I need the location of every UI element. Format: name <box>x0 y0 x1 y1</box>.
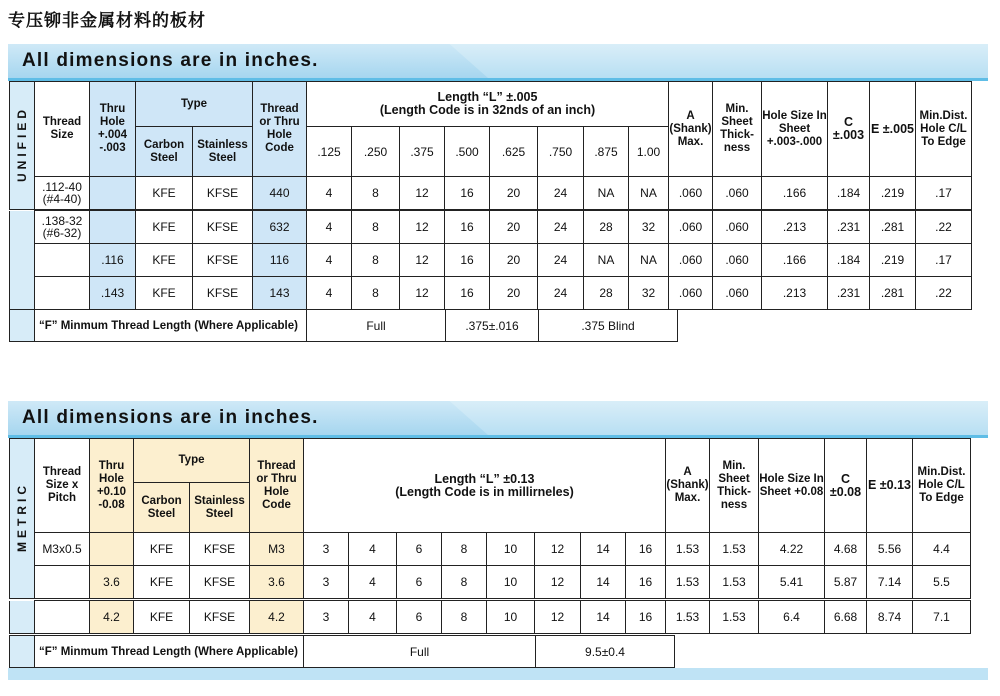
metric-header-text: All dimensions are in inches. <box>22 407 319 428</box>
col-thread-code: Thread or Thru Hole Code <box>253 82 307 177</box>
cell-code: M3 <box>250 533 304 566</box>
cell-length: 28 <box>584 277 629 310</box>
cell-a: .060 <box>669 177 713 210</box>
cell-length: 8 <box>352 211 400 244</box>
cell-length: 8 <box>442 566 487 599</box>
col-a: A (Shank) Max. <box>666 439 710 533</box>
length-label: Length “L” ±0.13 <box>434 471 535 486</box>
cell-hole-size: .213 <box>762 211 828 244</box>
col-type: Type <box>136 82 253 127</box>
metric-table-body <box>9 600 971 634</box>
cell-e: .219 <box>870 177 916 210</box>
unified-table-body <box>9 210 972 310</box>
cell-carbon: KFE <box>136 277 193 310</box>
cell-length: 8 <box>352 277 400 310</box>
cell-e: .219 <box>870 244 916 277</box>
col-type: Type <box>134 439 250 483</box>
length-col: .625 <box>490 127 538 177</box>
cell-length: 4 <box>349 533 397 566</box>
page-title: 专压铆非金属材料的板材 <box>8 11 206 31</box>
cell-length: 4 <box>307 244 352 277</box>
cell-e: .281 <box>870 211 916 244</box>
cell-c: .184 <box>828 177 870 210</box>
cell-length: 24 <box>538 277 584 310</box>
cell-min-sheet: .060 <box>713 277 762 310</box>
table-row <box>10 310 678 342</box>
cell-length: 8 <box>352 177 400 210</box>
unified-footer <box>9 309 678 342</box>
cell-length: NA <box>584 244 629 277</box>
cell-length: NA <box>629 244 669 277</box>
col-min-sheet: Min. Sheet Thick-ness <box>713 82 762 177</box>
cell-min-dist: .22 <box>916 277 972 310</box>
cell-length: 4 <box>349 566 397 599</box>
footer-full: Full <box>304 636 536 668</box>
cell-length: 4 <box>349 601 397 634</box>
col-hole-size: Hole Size In Sheet +.003-.000 <box>762 82 828 177</box>
cell-stainless: KFSE <box>190 601 250 634</box>
length-col: .125 <box>307 127 352 177</box>
cell-length: 10 <box>487 566 535 599</box>
cell-length: 3 <box>304 601 349 634</box>
cell-a: 1.53 <box>666 566 710 599</box>
length-code-label: (Length Code is in 32nds of an inch) <box>379 103 596 117</box>
cell-length: 6 <box>397 601 442 634</box>
footer-mid: .375±.016 <box>446 310 539 342</box>
bottom-bar <box>8 668 988 680</box>
col-carbon-steel: Carbon Steel <box>134 483 190 533</box>
length-col: .250 <box>352 127 400 177</box>
cell-e: 5.56 <box>867 533 913 566</box>
cell-length: 16 <box>626 601 666 634</box>
cell-length: 24 <box>538 211 584 244</box>
cell-c: 5.87 <box>825 566 867 599</box>
cell-stainless: KFSE <box>193 211 253 244</box>
cell-carbon: KFE <box>136 177 193 210</box>
cell-a: 1.53 <box>666 533 710 566</box>
cell-carbon: KFE <box>134 566 190 599</box>
unified-table <box>9 81 972 210</box>
col-a: A (Shank) Max. <box>669 82 713 177</box>
cell-code: 632 <box>253 211 307 244</box>
cell-length: 14 <box>581 601 626 634</box>
cell-hole-size: 6.4 <box>759 601 825 634</box>
metric-side-label: METRIC <box>10 439 35 599</box>
cell-e: 8.74 <box>867 601 913 634</box>
cell-hole: .116 <box>90 244 136 277</box>
cell-length: 10 <box>487 533 535 566</box>
cell-hole <box>90 211 136 244</box>
col-thru-hole: Thru Hole +0.10 -0.08 <box>90 439 134 533</box>
cell-length: 12 <box>400 277 445 310</box>
cell-carbon: KFE <box>136 211 193 244</box>
cell-length: 6 <box>397 566 442 599</box>
cell-min-dist: 7.1 <box>913 601 971 634</box>
cell-a: .060 <box>669 277 713 310</box>
cell-hole-size: .166 <box>762 244 828 277</box>
cell-length: 16 <box>445 277 490 310</box>
cell-length: 12 <box>400 177 445 210</box>
cell-stainless: KFSE <box>193 244 253 277</box>
cell-code: 4.2 <box>250 601 304 634</box>
cell-carbon: KFE <box>134 601 190 634</box>
col-thread-code: Thread or Thru Hole Code <box>250 439 304 533</box>
cell-thread <box>35 277 90 310</box>
cell-min-dist: 4.4 <box>913 533 971 566</box>
cell-length: NA <box>629 177 669 210</box>
cell-code: 143 <box>253 277 307 310</box>
cell-e: .281 <box>870 277 916 310</box>
length-code-label: (Length Code is in millirneles) <box>395 484 574 499</box>
length-col: .500 <box>445 127 490 177</box>
cell-carbon: KFE <box>136 244 193 277</box>
cell-length: 4 <box>307 177 352 210</box>
cell-thread: M3x0.5 <box>35 533 90 566</box>
cell-hole-size: 5.41 <box>759 566 825 599</box>
cell-hole: 3.6 <box>90 566 134 599</box>
cell-length: 28 <box>584 211 629 244</box>
col-c: C ±.003 <box>828 82 870 177</box>
cell-min-dist: 5.5 <box>913 566 971 599</box>
col-carbon-steel: Carbon Steel <box>136 127 193 177</box>
cell-length: 24 <box>538 244 584 277</box>
footer-label: “F” Minmum Thread Length (Where Applicable) <box>35 636 304 668</box>
cell-length: 14 <box>581 533 626 566</box>
cell-length: 12 <box>535 566 581 599</box>
cell-min-dist: .17 <box>916 177 972 210</box>
cell-hole <box>90 533 134 566</box>
cell-length: 8 <box>442 533 487 566</box>
cell-length: 14 <box>581 566 626 599</box>
cell-length: 12 <box>400 244 445 277</box>
col-e: E ±0.13 <box>867 439 913 533</box>
cell-c: 6.68 <box>825 601 867 634</box>
table-row <box>10 277 972 310</box>
col-length <box>307 82 669 127</box>
table-row <box>10 533 971 566</box>
cell-length: 20 <box>490 211 538 244</box>
col-thread-size: Thread Size x Pitch <box>35 439 90 533</box>
cell-thread <box>35 601 90 634</box>
cell-c: .231 <box>828 211 870 244</box>
table-row <box>10 636 675 668</box>
cell-length: 6 <box>397 533 442 566</box>
footer-blind: .375 Blind <box>539 310 678 342</box>
cell-a: .060 <box>669 244 713 277</box>
unified-side-label: UNIFIED <box>10 82 35 210</box>
cell-carbon: KFE <box>134 533 190 566</box>
cell-length: 16 <box>626 566 666 599</box>
cell-length: 20 <box>490 277 538 310</box>
col-stainless-steel: Stainless Steel <box>190 483 250 533</box>
table-row <box>10 244 972 277</box>
cell-length: 4 <box>307 211 352 244</box>
cell-min-sheet: .060 <box>713 177 762 210</box>
cell-c: 4.68 <box>825 533 867 566</box>
unified-section-header <box>8 44 988 81</box>
length-col: .375 <box>400 127 445 177</box>
cell-hole-size: .213 <box>762 277 828 310</box>
cell-min-sheet: .060 <box>713 211 762 244</box>
cell-hole-size: .166 <box>762 177 828 210</box>
metric-section-header <box>8 401 988 438</box>
length-col: .750 <box>538 127 584 177</box>
col-min-sheet: Min. Sheet Thick-ness <box>710 439 759 533</box>
cell-stainless: KFSE <box>190 566 250 599</box>
metric-table <box>9 438 971 599</box>
cell-length: NA <box>584 177 629 210</box>
cell-stainless: KFSE <box>190 533 250 566</box>
cell-length: 32 <box>629 277 669 310</box>
cell-stainless: KFSE <box>193 177 253 210</box>
cell-length: 24 <box>538 177 584 210</box>
cell-stainless: KFSE <box>193 277 253 310</box>
col-thread-size: Thread Size <box>35 82 90 177</box>
cell-length: 8 <box>442 601 487 634</box>
cell-length: 12 <box>400 211 445 244</box>
col-length <box>304 439 666 533</box>
cell-length: 10 <box>487 601 535 634</box>
cell-length: 32 <box>629 211 669 244</box>
footer-label: “F” Minmum Thread Length (Where Applicable) <box>35 310 307 342</box>
cell-length: 16 <box>445 211 490 244</box>
cell-length: 20 <box>490 177 538 210</box>
cell-hole-size: 4.22 <box>759 533 825 566</box>
cell-min-sheet: .060 <box>713 244 762 277</box>
col-min-dist: Min.Dist. Hole C/L To Edge <box>916 82 972 177</box>
cell-min-sheet: 1.53 <box>710 601 759 634</box>
footer-mid: 9.5±0.4 <box>536 636 675 668</box>
cell-length: 12 <box>535 533 581 566</box>
cell-min-sheet: 1.53 <box>710 533 759 566</box>
length-col: .875 <box>584 127 629 177</box>
cell-length: 3 <box>304 533 349 566</box>
cell-hole: .143 <box>90 277 136 310</box>
cell-hole <box>90 177 136 210</box>
table-row <box>10 177 972 210</box>
cell-length: 8 <box>352 244 400 277</box>
col-e: E ±.005 <box>870 82 916 177</box>
footer-full: Full <box>307 310 446 342</box>
cell-c: .231 <box>828 277 870 310</box>
cell-length: 12 <box>535 601 581 634</box>
table-row <box>10 566 971 599</box>
table-row <box>10 601 971 634</box>
cell-thread <box>35 244 90 277</box>
unified-header-text: All dimensions are in inches. <box>22 50 319 71</box>
cell-thread: .138-32 (#6-32) <box>35 211 90 244</box>
col-min-dist: Min.Dist. Hole C/L To Edge <box>913 439 971 533</box>
col-hole-size: Hole Size In Sheet +0.08 <box>759 439 825 533</box>
metric-footer <box>9 635 675 668</box>
cell-min-dist: .17 <box>916 244 972 277</box>
table-row <box>10 211 972 244</box>
col-thru-hole: Thru Hole +.004 -.003 <box>90 82 136 177</box>
cell-length: 3 <box>304 566 349 599</box>
cell-code: 116 <box>253 244 307 277</box>
cell-length: 4 <box>307 277 352 310</box>
length-label: Length “L” ±.005 <box>437 90 538 104</box>
col-c: C ±0.08 <box>825 439 867 533</box>
length-col: 1.00 <box>629 127 669 177</box>
cell-length: 20 <box>490 244 538 277</box>
cell-thread <box>35 566 90 599</box>
cell-code: 440 <box>253 177 307 210</box>
cell-thread: .112-40 (#4-40) <box>35 177 90 210</box>
cell-min-dist: .22 <box>916 211 972 244</box>
cell-e: 7.14 <box>867 566 913 599</box>
cell-min-sheet: 1.53 <box>710 566 759 599</box>
cell-hole: 4.2 <box>90 601 134 634</box>
cell-a: 1.53 <box>666 601 710 634</box>
cell-code: 3.6 <box>250 566 304 599</box>
cell-a: .060 <box>669 211 713 244</box>
col-stainless-steel: Stainless Steel <box>193 127 253 177</box>
cell-length: 16 <box>445 244 490 277</box>
cell-length: 16 <box>445 177 490 210</box>
cell-c: .184 <box>828 244 870 277</box>
cell-length: 16 <box>626 533 666 566</box>
